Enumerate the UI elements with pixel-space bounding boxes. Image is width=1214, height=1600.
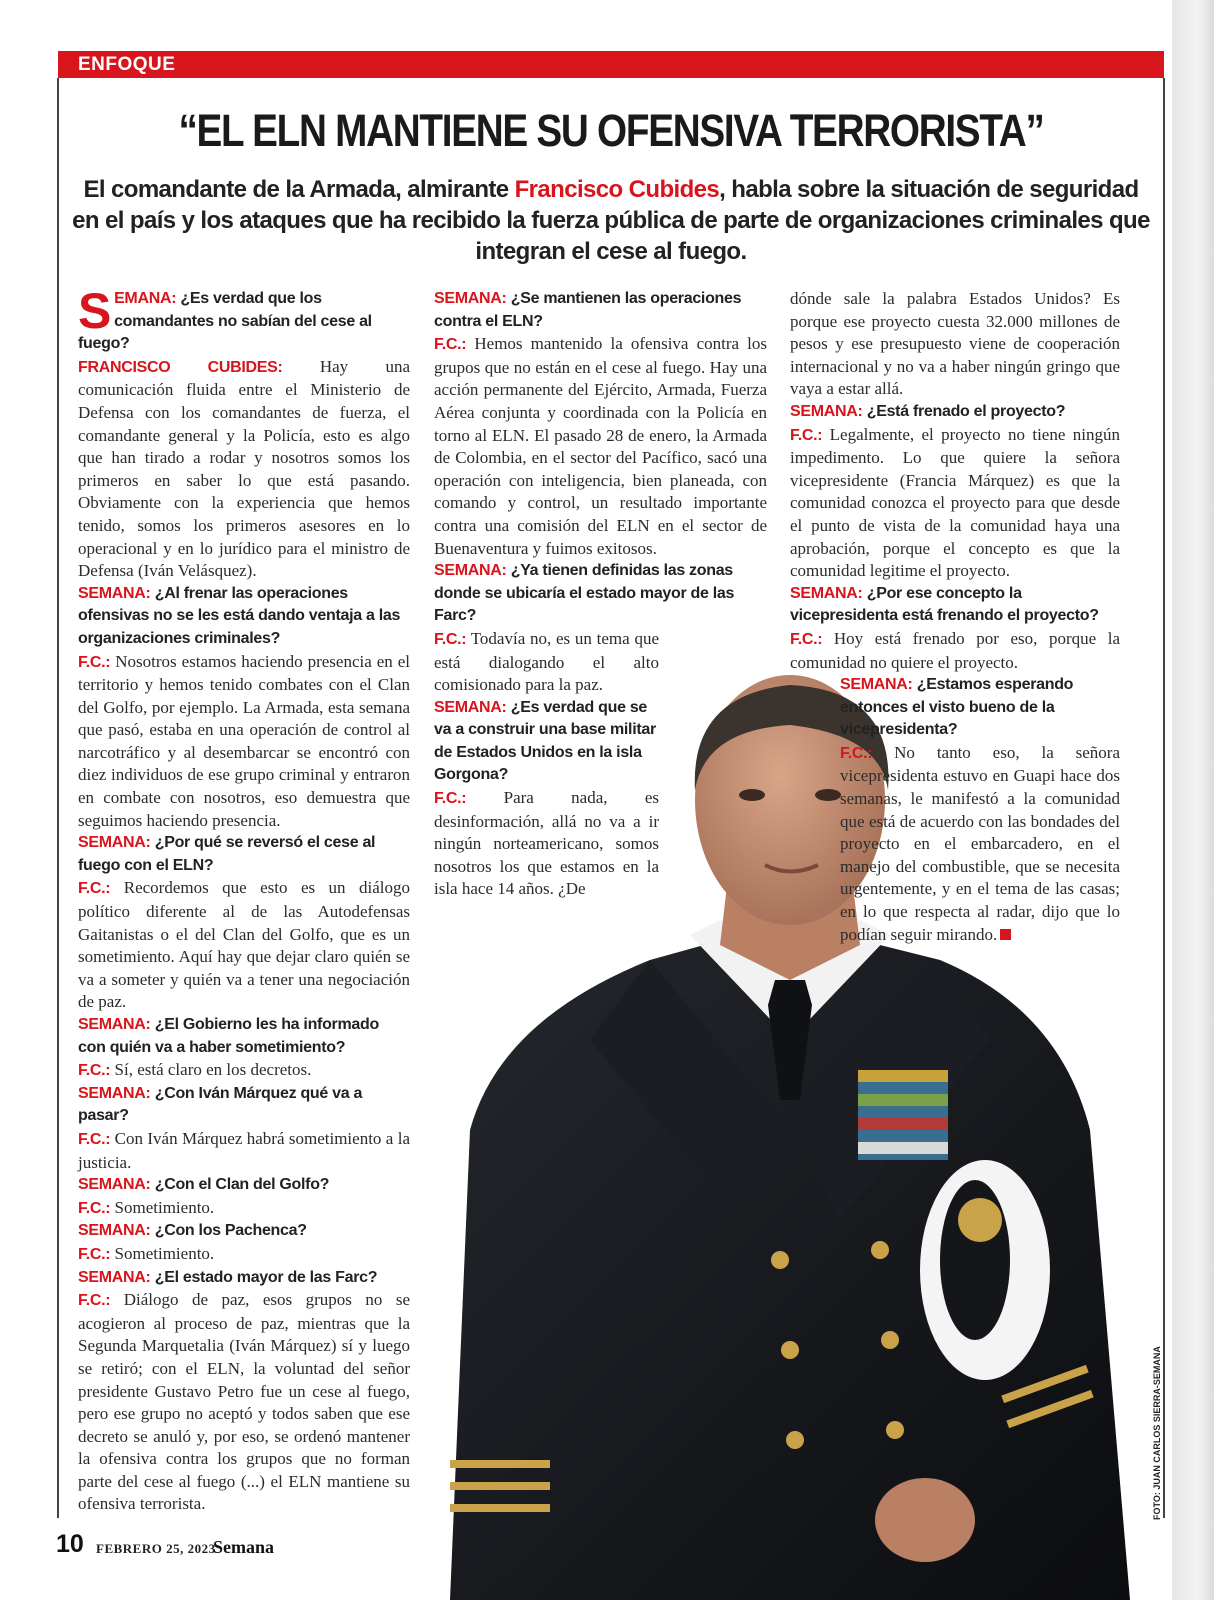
page-number: 10 <box>56 1530 84 1558</box>
answer-9 <box>434 333 767 560</box>
interviewer-label: SEMANA: <box>434 698 507 716</box>
question-text: ¿Por qué se reversó el cese al fuego con el ELN? <box>78 834 376 874</box>
interviewee-label: F.C.: <box>434 336 467 354</box>
answer-text: Nosotros estamos haciendo presencia en el territorio y hemos tenido combates con el Clan del Golfo, por ejemplo. La Armada, esta semana que pasó, estaba en una operación de control al narcotráfico y al desembarcar se encontró con diez individuos de ese grupo criminal y entraron en combate con nosotros, eso demuestra que seguimos haciendo presencia. <box>78 651 410 830</box>
interviewer-label: SEMANA: <box>78 584 151 602</box>
answer-10 <box>434 628 659 697</box>
interviewer-label: SEMANA: <box>78 834 151 852</box>
question-4 <box>78 1014 410 1059</box>
question-7 <box>78 1220 410 1243</box>
interviewee-label: FRANCISCO CUBIDES: <box>78 358 283 376</box>
article-column-1 <box>78 283 410 1516</box>
interviewer-label: EMANA: <box>114 290 177 307</box>
answer-2 <box>78 651 410 833</box>
answer-text: Diálogo de paz, esos grupos no se acogieron al proceso de paz, mientras que la Segunda Marquetalia (Iván Márquez) sí y luego se retiró; con el ELN, la voluntad del señor presidente Gustavo Petro fue un cese al fuego, pero ese grupo no aceptó y todos saben que ese decreto se anuló y, por eso, se ordenó mantener la ofensiva contra los grupos que no forman parte del cese al fuego (...) el ELN mantiene su ofensiva terrorista. <box>78 1290 410 1514</box>
question-13 <box>790 583 1120 628</box>
answer-text: Con Iván Márquez habrá sometimiento a la justicia. <box>78 1128 410 1172</box>
section-label: ENFOQUE <box>78 54 176 75</box>
interviewee-label: F.C.: <box>790 426 823 444</box>
hand <box>875 1478 975 1562</box>
question-14 <box>840 674 1120 742</box>
question-text: ¿Es verdad que se va a construir una base militar de Estados Unidos en la isla Gorgona? <box>434 698 656 784</box>
answer-text: Hoy está frenado por eso, porque la comunidad no quiere el proyecto. <box>790 628 1120 672</box>
answer-6 <box>78 1197 410 1221</box>
article-column-2 <box>434 288 767 901</box>
narrow-text-block <box>434 628 659 901</box>
answer-text: Sometimiento. <box>110 1197 215 1217</box>
answer-text: Sometimiento. <box>110 1243 215 1263</box>
answer-14 <box>840 742 1120 946</box>
question-text: ¿El Gobierno les ha informado con quién va a haber sometimiento? <box>78 1016 379 1056</box>
deck-name: Francisco Cubides <box>514 176 720 203</box>
answer-text: Legalmente, el proyecto no tiene ningún impedimento. Lo que quiere la señora vicepresidente (Francia Márquez) es que la comunidad conozca el proyecto para que desde el punto de vista de la comunidad haya una aprobación, porque el concepto es que la comunidad legitime el proyecto. <box>790 424 1120 581</box>
answer-text: No tanto eso, la señora vicepresidenta estuvo en Guapi hace dos semanas, le manifestó a la comunidad que está de acuerdo con las bondades del proyecto en el embarcadero, en el manejo del combustible, que se necesita urgentemente, y en el tema de las casas; en lo que respecta al radar, dijo que lo podían seguir mirando. <box>840 742 1120 944</box>
article-column-3 <box>790 288 1120 946</box>
question-text: ¿Es verdad que los comandantes no sabían del cese al fuego? <box>78 290 372 353</box>
question-text: ¿Al frenar las operaciones ofensivas no se les está dando ventaja a las organizaciones criminales? <box>78 584 401 647</box>
interviewer-label: SEMANA: <box>78 1016 151 1033</box>
interviewee-label: F.C.: <box>78 653 111 671</box>
deck-text-end: , habla sobre la situación de seguridad en el país y los ataques que ha recibido la fuerza pública de parte de organizaciones criminales que integran el cese al fuego. <box>72 176 1150 265</box>
headline: “EL ELN MANTIENE SU OFENSIVA TERRORISTA” <box>178 105 1044 156</box>
question-6 <box>78 1174 410 1197</box>
medal-ribbons <box>858 1070 948 1160</box>
answer-text: Recordemos que esto es un diálogo político diferente al de las Autodefensas Gaitanistas o el del Clan del Golfo, que es un sometimiento. Aquí hay que dejar claro quién se va a someter y quién va a tener una negociación de paz. <box>78 878 410 1012</box>
question-text: ¿Con el Clan del Golfo? <box>150 1176 330 1194</box>
interviewee-label: F.C.: <box>78 1062 111 1080</box>
question-5 <box>78 1083 410 1128</box>
question-text: ¿Se mantienen las operaciones contra el ELN? <box>434 290 742 330</box>
question-text: ¿Con los Pachenca? <box>150 1222 307 1240</box>
answer-text: Todavía no, es un tema que está dialogando el alto comisionado para la paz. <box>434 628 659 695</box>
question-10 <box>434 560 767 628</box>
answer-5 <box>78 1128 410 1174</box>
photo-credit: FOTO: JUAN CARLOS SIERRA-SEMANA <box>1152 1346 1162 1520</box>
interviewee-label: F.C.: <box>78 1292 111 1310</box>
interviewer-label: SEMANA: <box>78 1222 151 1240</box>
question-text: ¿Ya tienen definidas las zonas donde se ubicaría el estado mayor de las Farc? <box>434 562 735 625</box>
answer-8 <box>78 1289 410 1516</box>
question-1 <box>78 283 410 356</box>
answer-13 <box>790 628 1120 674</box>
interviewer-label: SEMANA: <box>78 1084 151 1102</box>
interviewee-label: F.C.: <box>840 744 873 762</box>
interviewer-label: SEMANA: <box>434 290 507 307</box>
interviewee-label: F.C.: <box>78 880 111 898</box>
deck-text-start: El comandante de la Armada, almirante <box>83 176 515 203</box>
answer-text: Sí, está claro en los decretos. <box>110 1060 312 1080</box>
answer-12 <box>790 424 1120 583</box>
interviewer-label: SEMANA: <box>790 584 863 602</box>
interviewee-label: F.C.: <box>78 1130 111 1148</box>
answer-11 <box>434 787 659 901</box>
interviewee-label: F.C.: <box>434 630 467 648</box>
interviewer-label: SEMANA: <box>840 676 913 694</box>
interviewee-label: F.C.: <box>790 630 823 648</box>
end-mark-icon <box>1000 929 1011 940</box>
question-text: ¿Con Iván Márquez qué va a pasar? <box>78 1084 363 1125</box>
answer-4 <box>78 1059 410 1083</box>
section-bar <box>58 51 1164 78</box>
answer-text: Hemos mantenido la ofensiva contra los grupos que no están en el cese al fuego. Hay una acción permanente del Ejército, Armada, Fuerza Aérea conjunta y coordinada con la Policía en torno al ELN. El pasado 28 de enero, la Armada de Colombia, en el sector del Pacífico, sacó una operación con inteligencia, bien planeada, con comando y control, un resultado importante contra una comisión del ELN en el sector de Buenaventura y fuimos exitosos. <box>434 334 767 558</box>
interviewee-label: F.C.: <box>434 790 467 808</box>
interviewer-label: SEMANA: <box>790 402 863 420</box>
issue-date: FEBRERO 25, 2023 <box>96 1541 216 1556</box>
question-12 <box>790 401 1120 424</box>
question-text: ¿El estado mayor de las Farc? <box>150 1268 378 1286</box>
magazine-name: Semana <box>213 1537 275 1557</box>
answer-text: Hay una comunicación fluida entre el Ministerio de Defensa con los comandantes de fuerza, el comandante general y la Policía, esto es algo que han tirado a rodar y nosotros somos los primeros en saber lo que está pasando. Obviamente con la experiencia que hemos tenido, somos los primeros asesores en lo operacional y en lo jurídico para el ministro de Defensa (Iván Velásquez). <box>78 356 410 581</box>
page-gutter <box>1172 0 1214 1600</box>
interviewer-label: SEMANA: <box>78 1176 151 1194</box>
question-3 <box>78 832 410 877</box>
interviewee-label: F.C.: <box>78 1199 111 1217</box>
indented-text-block <box>840 674 1120 946</box>
interviewer-label: SEMANA: <box>78 1268 151 1286</box>
question-2 <box>78 583 410 651</box>
answer-1 <box>78 356 410 583</box>
answer-continued: dónde sale la palabra Estados Unidos? Es porque ese proyecto cuesta 32.000 millones de pesos y ese presupuesto viene de cooperación internacional y no va a haber ningún gringo que vaya a estar allá. <box>790 289 1120 399</box>
dropcap: S <box>78 283 112 339</box>
deck <box>70 174 1152 267</box>
question-9 <box>434 288 767 333</box>
answer-7 <box>78 1243 410 1267</box>
answer-text: Para nada, es desinformación, allá no va a ir ningún norteamericano, somos nosotros los que estamos en la isla hace 14 años. ¿De <box>434 788 659 899</box>
question-11 <box>434 697 659 787</box>
interviewer-label: SEMANA: <box>434 562 507 580</box>
interviewee-label: F.C.: <box>78 1245 111 1263</box>
answer-3 <box>78 877 410 1014</box>
question-text: ¿Está frenado el proyecto? <box>862 402 1066 420</box>
question-text: ¿Por ese concepto la vicepresidenta está frenando el proyecto? <box>790 584 1099 625</box>
question-8 <box>78 1267 410 1290</box>
question-text: ¿Estamos esperando entonces el visto bueno de la vicepresidenta? <box>840 676 1074 739</box>
